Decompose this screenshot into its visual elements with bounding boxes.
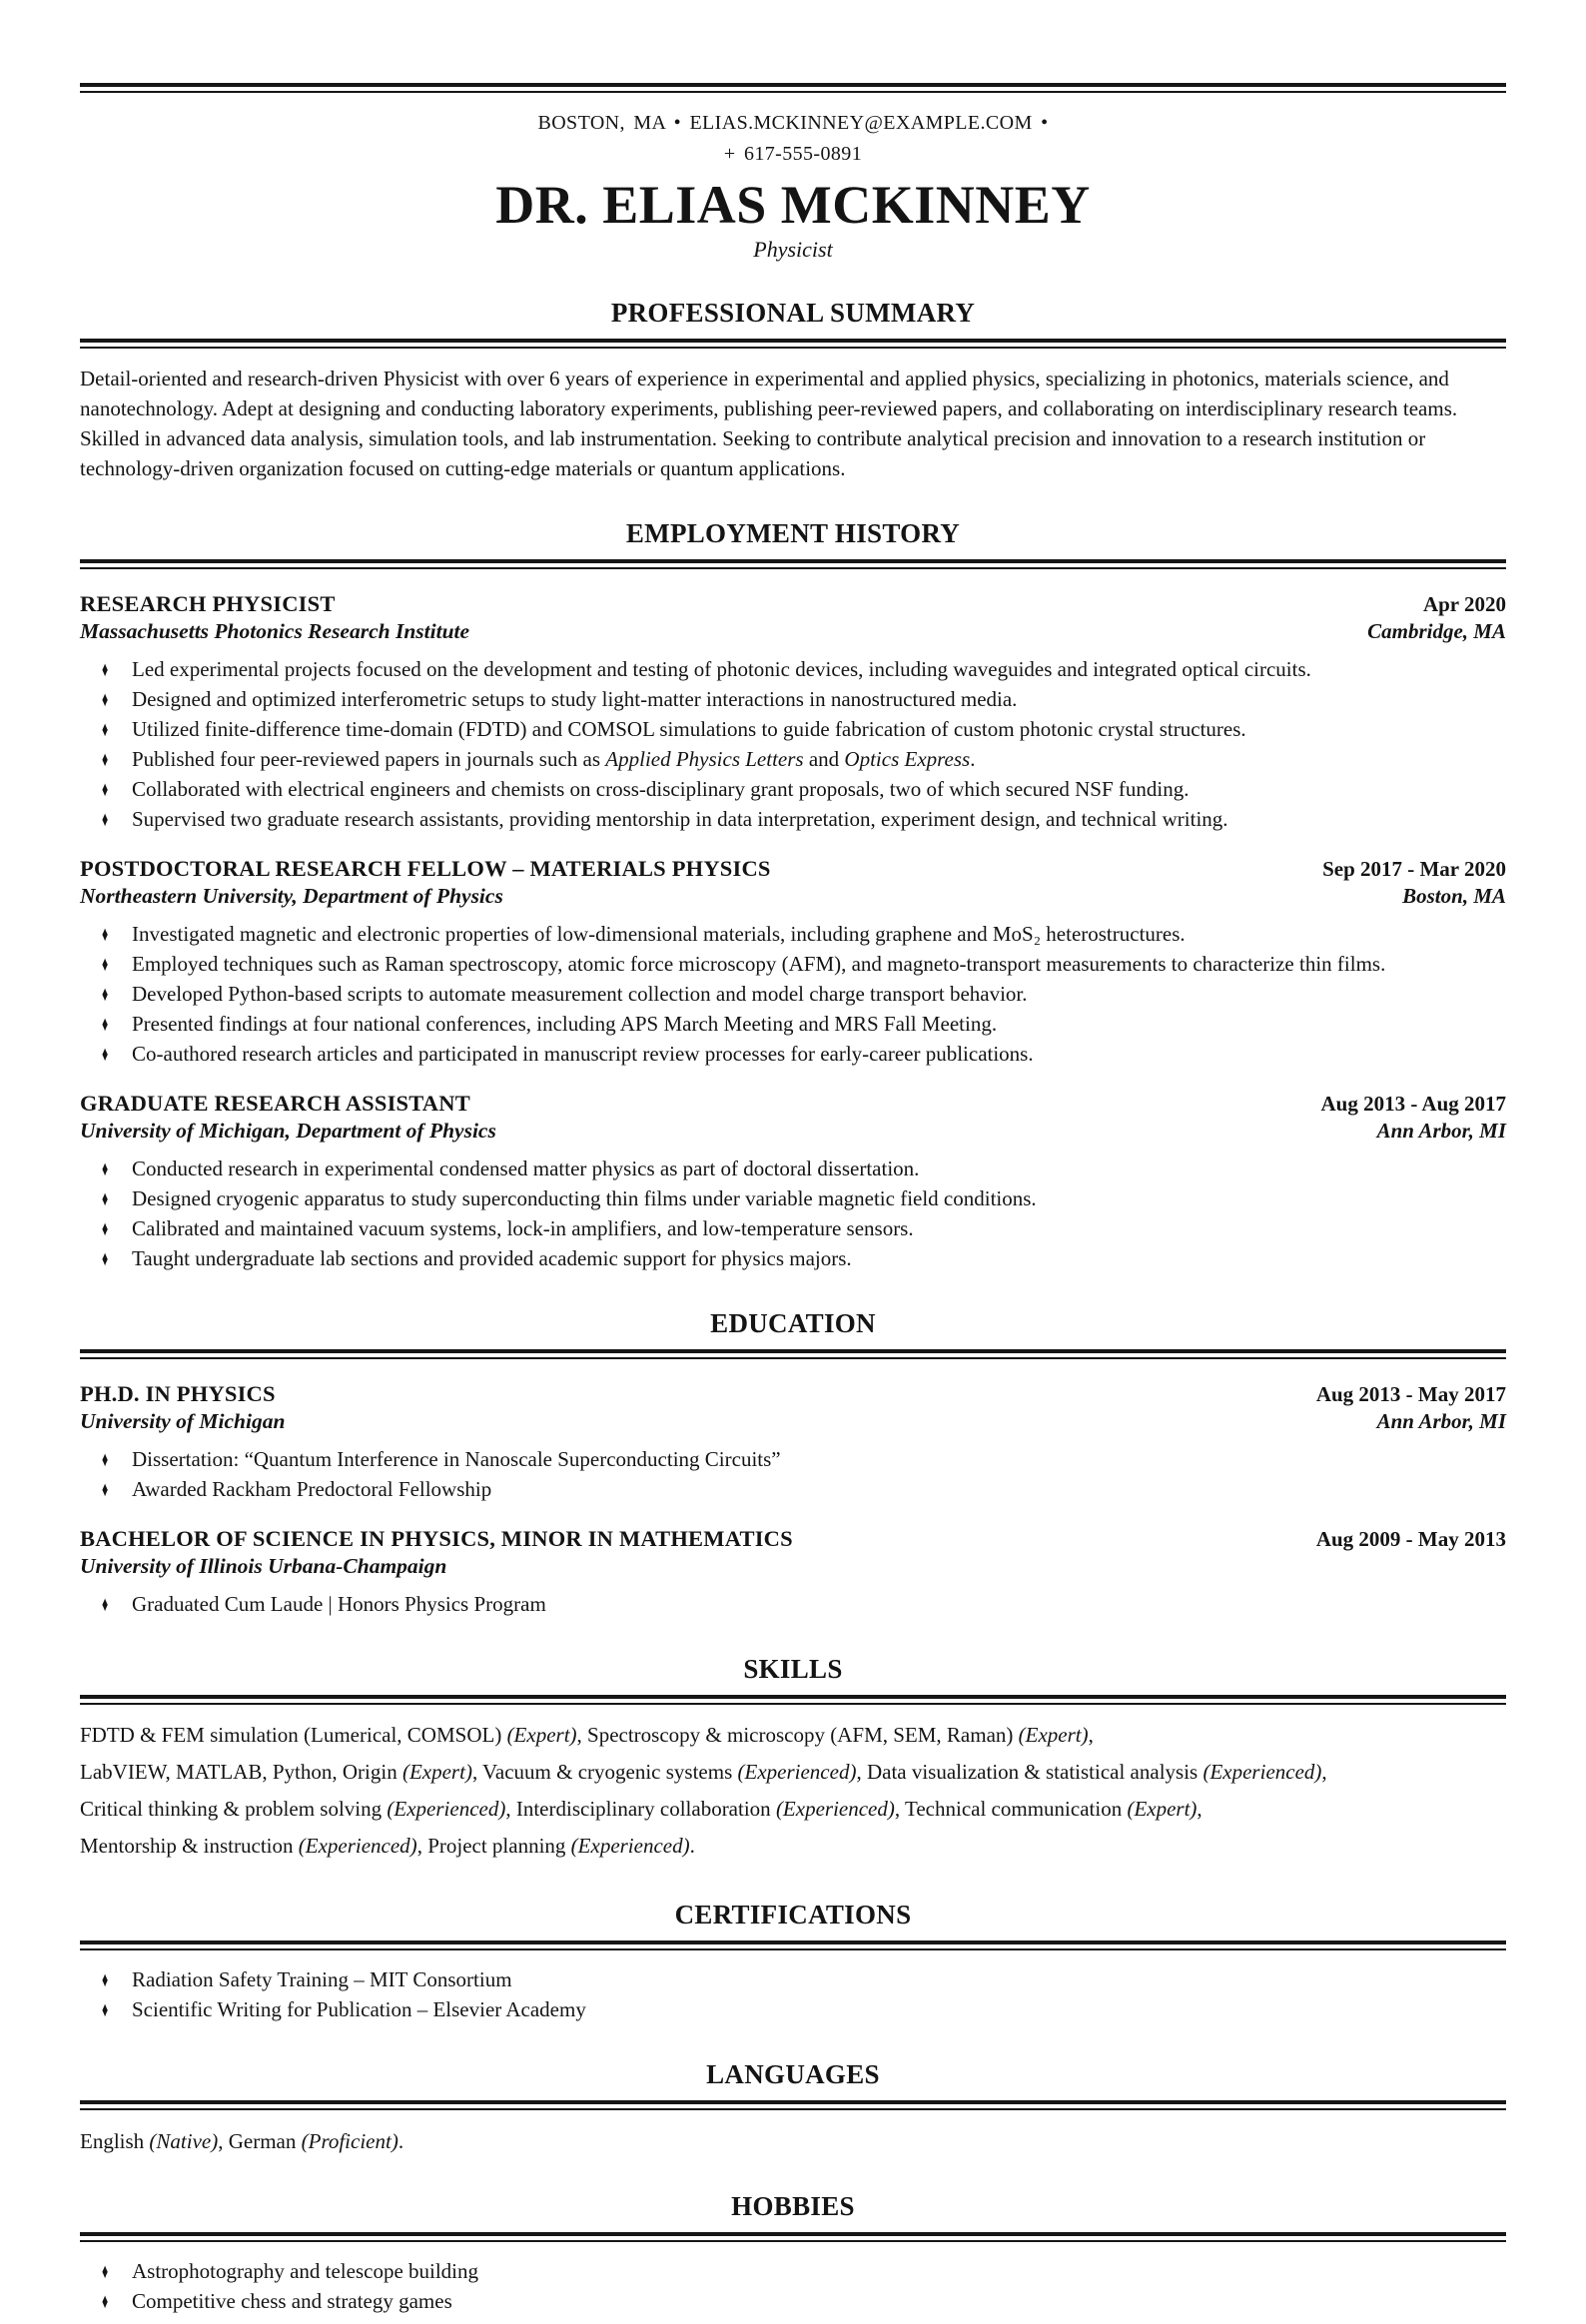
list-item — [80, 1444, 1506, 1474]
job-location: Cambridge, MA — [1367, 619, 1506, 643]
resume-page — [0, 83, 1586, 2324]
list-item — [80, 1589, 1506, 1619]
diamond-bullet-icon: ♦ — [102, 2259, 109, 2283]
diamond-bullet-icon: ♦ — [102, 1186, 109, 1210]
list-item — [80, 1964, 1506, 1994]
diamond-bullet-icon: ♦ — [102, 1246, 109, 1270]
diamond-bullet-icon: ♦ — [102, 1447, 109, 1471]
bullet-text: Radiation Safety Training – MIT Consortium — [132, 1967, 512, 1991]
skills-line: Critical thinking & problem solving (Experienced), Interdisciplinary collaboration (Experienced), Technical communication (Expert), — [80, 1797, 1202, 1821]
section-heading-hobbies: HOBBIES — [731, 2191, 855, 2221]
bullet-text: Co-authored research articles and participated in manuscript review processes for early-career publications. — [132, 1042, 1034, 1066]
bullet-text: Awarded Rackham Predoctoral Fellowship — [132, 1477, 492, 1501]
degree-title: PH.D. IN PHYSICS — [80, 1381, 276, 1406]
bullet-text: Developed Python-based scripts to automate measurement collection and model charge transport behavior. — [132, 982, 1028, 1006]
bullet-text: Scientific Writing for Publication – Elsevier Academy — [132, 1997, 586, 2021]
education-entry — [80, 1525, 1506, 1619]
education-location: Ann Arbor, MI — [1376, 1409, 1506, 1433]
skills-line: LabVIEW, MATLAB, Python, Origin (Expert), Vacuum & cryogenic systems (Experienced), Data visualization & statistical analysis (Experienced), — [80, 1760, 1327, 1784]
bullet-text: Dissertation: “Quantum Interference in Nanoscale Superconducting Circuits” — [132, 1447, 781, 1471]
bullet-text: Taught undergraduate lab sections and provided academic support for physics majors. — [132, 1246, 852, 1270]
list-item — [80, 2256, 1506, 2286]
section-divider — [80, 1695, 1506, 1705]
section-divider — [80, 2100, 1506, 2110]
bullet-text: Led experimental projects focused on the development and testing of photonic devices, including waveguides and integrated optical circuits. — [132, 657, 1311, 681]
bullet-list — [80, 1589, 1506, 1619]
job-entry — [80, 855, 1506, 1069]
job-dates: Apr 2020 — [1422, 592, 1506, 616]
job-location: Ann Arbor, MI — [1376, 1119, 1506, 1143]
diamond-bullet-icon: ♦ — [102, 1157, 109, 1180]
school-name: University of Illinois Urbana-Champaign — [80, 1554, 447, 1578]
school-name: University of Michigan — [80, 1409, 286, 1433]
person-name: DR. ELIAS MCKINNEY — [495, 175, 1091, 235]
list-item — [80, 654, 1506, 684]
job-title: POSTDOCTORAL RESEARCH FELLOW – MATERIALS PHYSICS — [80, 856, 771, 881]
list-item — [80, 1183, 1506, 1213]
bullet-text: Competitive chess and strategy games — [132, 2289, 452, 2313]
bullet-list — [80, 919, 1506, 1069]
job-company: Massachusetts Photonics Research Institute — [80, 619, 470, 643]
bullet-list — [80, 1154, 1506, 1273]
bullet-text: Utilized finite-difference time-domain (FDTD) and COMSOL simulations to guide fabrication of custom photonic crystal structures. — [132, 717, 1246, 741]
list-item — [80, 1154, 1506, 1183]
bullet-text: Supervised two graduate research assistants, providing mentorship in data interpretation, experiment design, and technical writing. — [132, 807, 1228, 831]
person-role: Physicist — [753, 237, 833, 262]
section-divider — [80, 559, 1506, 569]
list-item — [80, 2286, 1506, 2316]
list-item — [80, 684, 1506, 714]
education-dates: Aug 2013 - May 2017 — [1315, 1382, 1506, 1406]
diamond-bullet-icon: ♦ — [102, 777, 109, 801]
bullet-text: Designed cryogenic apparatus to study superconducting thin films under variable magnetic field conditions. — [132, 1186, 1037, 1210]
list-item — [80, 774, 1506, 804]
list-item — [80, 744, 1506, 774]
list-item — [80, 919, 1506, 949]
bullet-text: Collaborated with electrical engineers and chemists on cross-disciplinary grant proposals, two of which secured NSF funding. — [132, 777, 1190, 801]
job-entry — [80, 590, 1506, 834]
skills-text — [80, 1717, 1506, 1865]
list-item — [80, 1994, 1506, 2024]
list-item — [80, 1243, 1506, 1273]
diamond-bullet-icon: ♦ — [102, 982, 109, 1006]
bullet-text: Graduated Cum Laude | Honors Physics Program — [132, 1592, 546, 1616]
bullet-list — [80, 1964, 1506, 2024]
diamond-bullet-icon: ♦ — [102, 922, 109, 946]
contact-block — [80, 108, 1506, 170]
job-company: Northeastern University, Department of Physics — [80, 884, 503, 908]
diamond-bullet-icon: ♦ — [102, 687, 109, 711]
bullet-text: Astrophotography and telescope building — [132, 2259, 479, 2283]
bullet-text: Calibrated and maintained vacuum systems, lock-in amplifiers, and low-temperature sensors. — [132, 1216, 914, 1240]
section-heading-employment: EMPLOYMENT HISTORY — [625, 518, 961, 548]
bullet-text: Investigated magnetic and electronic properties of low-dimensional materials, including graphene and MoS₂ heterostructures. — [132, 922, 1186, 946]
job-dates: Aug 2013 - Aug 2017 — [1320, 1092, 1506, 1116]
diamond-bullet-icon: ♦ — [102, 1216, 109, 1240]
job-company: University of Michigan, Department of Physics — [80, 1119, 496, 1143]
section-heading-languages: LANGUAGES — [706, 2059, 880, 2089]
education-dates: Aug 2009 - May 2013 — [1315, 1527, 1506, 1551]
list-item — [80, 979, 1506, 1009]
languages-text: English (Native), German (Proficient). — [80, 2129, 404, 2153]
job-dates: Sep 2017 - Mar 2020 — [1322, 857, 1506, 881]
list-item — [80, 714, 1506, 744]
section-heading-summary: PROFESSIONAL SUMMARY — [610, 298, 976, 328]
diamond-bullet-icon: ♦ — [102, 717, 109, 741]
list-item — [80, 1213, 1506, 1243]
job-entry — [80, 1090, 1506, 1273]
list-item — [80, 804, 1506, 834]
bullet-text: Published four peer-reviewed papers in journals such as Applied Physics Letters and Optics Express. — [132, 747, 976, 771]
bullet-list — [80, 654, 1506, 834]
list-item — [80, 1039, 1506, 1069]
list-item — [80, 949, 1506, 979]
diamond-bullet-icon: ♦ — [102, 1042, 109, 1066]
summary-text: Detail-oriented and research-driven Physicist with over 6 years of experience in experimental and applied physics, specializing in photonics, materials science, and nanotechnology. Adept at designing and conducting laboratory experiments, publishing peer-reviewed papers, and collaborating on interdisciplinary research teams. Skilled in advanced data analysis, simulation tools, and lab instrumentation. Seeking to contribute analytical precision and innovation to a research institution or technology-driven organization focused on cutting-edge materials or quantum applications. — [80, 367, 1458, 480]
diamond-bullet-icon: ♦ — [102, 1967, 109, 1991]
diamond-bullet-icon: ♦ — [102, 2289, 109, 2313]
job-title: RESEARCH PHYSICIST — [80, 591, 336, 616]
section-heading-certifications: CERTIFICATIONS — [674, 1900, 912, 1930]
job-location: Boston, MA — [1402, 884, 1506, 908]
list-item — [80, 1474, 1506, 1504]
diamond-bullet-icon: ♦ — [102, 1012, 109, 1036]
list-item — [80, 1009, 1506, 1039]
skills-line: Mentorship & instruction (Experienced), Project planning (Experienced). — [80, 1834, 695, 1858]
education-entry — [80, 1380, 1506, 1504]
bullet-list — [80, 1444, 1506, 1504]
diamond-bullet-icon: ♦ — [102, 807, 109, 831]
degree-title: BACHELOR OF SCIENCE IN PHYSICS, MINOR IN MATHEMATICS — [80, 1526, 793, 1551]
contact-line: BOSTON, MA • ELIAS.MCKINNEY@EXAMPLE.COM • — [537, 112, 1049, 134]
bullet-text: Presented findings at four national conferences, including APS March Meeting and MRS Fall Meeting. — [132, 1012, 998, 1036]
section-divider — [80, 1940, 1506, 1950]
top-divider — [80, 83, 1506, 93]
diamond-bullet-icon: ♦ — [102, 1997, 109, 2021]
section-divider — [80, 339, 1506, 349]
phone-line: + 617-555-0891 — [723, 143, 863, 165]
diamond-bullet-icon: ♦ — [102, 747, 109, 771]
diamond-bullet-icon: ♦ — [102, 657, 109, 681]
diamond-bullet-icon: ♦ — [102, 1592, 109, 1616]
diamond-bullet-icon: ♦ — [102, 952, 109, 976]
bullet-list — [80, 2256, 1506, 2316]
skills-line: FDTD & FEM simulation (Lumerical, COMSOL) (Expert), Spectroscopy & microscopy (AFM, SEM, Raman) (Expert), — [80, 1723, 1094, 1747]
bullet-text: Designed and optimized interferometric setups to study light-matter interactions in nanostructured media. — [132, 687, 1018, 711]
job-title: GRADUATE RESEARCH ASSISTANT — [80, 1091, 470, 1116]
bullet-text: Employed techniques such as Raman spectroscopy, atomic force microscopy (AFM), and magneto-transport measurements to characterize thin films. — [132, 952, 1386, 976]
section-heading-education: EDUCATION — [710, 1308, 876, 1338]
section-heading-skills: SKILLS — [743, 1654, 843, 1684]
section-divider — [80, 2232, 1506, 2242]
bullet-text: Conducted research in experimental condensed matter physics as part of doctoral dissertation. — [132, 1157, 920, 1180]
diamond-bullet-icon: ♦ — [102, 1477, 109, 1501]
section-divider — [80, 1349, 1506, 1359]
